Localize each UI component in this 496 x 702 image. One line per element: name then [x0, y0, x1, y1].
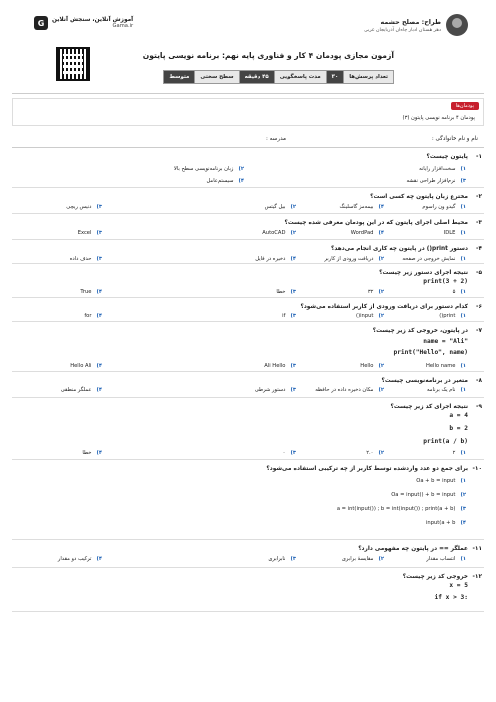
- answer-option[interactable]: [342, 556, 384, 562]
- question-number: ۶-: [476, 304, 482, 310]
- option-number: ۳): [290, 289, 296, 295]
- option-number: ۳): [290, 556, 296, 562]
- option-text: دستور شرطی: [254, 387, 286, 393]
- code-line: x = 5: [449, 582, 468, 589]
- answer-option[interactable]: [283, 450, 296, 456]
- option-text: زبان برنامه‌نویسی سطح بالا: [173, 166, 234, 172]
- option-text: نمایش خروجی در صفحه: [402, 256, 456, 262]
- answer-option[interactable]: [406, 178, 466, 184]
- option-number: ۳): [290, 363, 296, 369]
- answer-option[interactable]: [315, 387, 384, 393]
- answer-option[interactable]: [426, 520, 466, 526]
- option-number: ۴): [378, 230, 384, 236]
- option-number: ۳): [290, 313, 296, 319]
- exam-meta: [164, 70, 394, 84]
- answer-option[interactable]: [391, 492, 466, 498]
- school-field[interactable]: مدرسه :: [266, 136, 286, 142]
- answer-option[interactable]: [80, 289, 102, 295]
- question-number: ۸-: [476, 378, 482, 384]
- brand-domain: Gama.ir: [112, 23, 134, 29]
- answer-option[interactable]: [351, 230, 384, 236]
- option-number: ۴): [96, 289, 102, 295]
- option-number: ۳): [96, 256, 102, 262]
- option-text: ترکیب دو مقدار: [57, 556, 92, 562]
- answer-option[interactable]: [70, 256, 102, 262]
- answer-option[interactable]: [360, 363, 384, 369]
- question-text: برای جمع دو عدد واردشده توسط کاربر از چه ترکیبی استفاده می‌شود؟: [266, 466, 468, 472]
- meta-value-duration: ۴۵ دقیقه: [239, 70, 275, 84]
- answer-option[interactable]: [426, 556, 466, 562]
- exam-header: [12, 0, 484, 94]
- answer-option[interactable]: [268, 556, 296, 562]
- option-text: Ali Hello: [264, 363, 286, 369]
- answer-option[interactable]: [426, 363, 466, 369]
- option-number: ۱): [460, 289, 466, 295]
- question-number: ۷-: [476, 328, 482, 334]
- answer-option[interactable]: [439, 313, 466, 319]
- option-number: ۱): [460, 556, 466, 562]
- brand-slogan: آموزش آنلاین، سنجش آنلاین: [52, 17, 134, 23]
- unit-tag: پودمان‌ها: [451, 102, 479, 110]
- question-text: مخترع زبان پایتون چه کسی است؟: [370, 194, 468, 200]
- answer-option[interactable]: [66, 204, 102, 210]
- option-text: حذف داده: [69, 256, 92, 262]
- question-10: [12, 460, 484, 540]
- option-text: خطا: [276, 289, 286, 295]
- option-number: ۳): [460, 178, 466, 184]
- option-text: ذخیره در فایل: [255, 256, 286, 262]
- option-number: ۱): [460, 166, 466, 172]
- unit-box: [12, 98, 484, 126]
- option-text: AutoCAD: [262, 230, 286, 236]
- answer-option[interactable]: [207, 178, 245, 184]
- question-number: ۵-: [476, 270, 482, 276]
- answer-option[interactable]: [453, 289, 466, 295]
- option-text: Excel: [77, 230, 92, 236]
- option-text: دنیس ریچی: [66, 204, 92, 210]
- site-brand[interactable]: [34, 16, 133, 30]
- meta-value-difficulty: متوسط: [163, 70, 195, 84]
- option-text: دریافت ورودی از کاربر: [324, 256, 374, 262]
- option-text: عملگر منطقی: [60, 387, 92, 393]
- option-text: input(): [356, 313, 374, 319]
- answer-option[interactable]: [264, 363, 296, 369]
- brand-logo-icon: G: [34, 16, 48, 30]
- option-number: ۳): [460, 506, 466, 512]
- option-text: ۰: [282, 450, 286, 456]
- code-line: b = 2: [449, 425, 468, 432]
- question-11: [12, 540, 484, 568]
- option-text: Oa = input() + b = input: [391, 492, 456, 498]
- option-number: ۲): [460, 492, 466, 498]
- question-1: [12, 148, 484, 188]
- option-number: ۱): [460, 256, 466, 262]
- answer-option[interactable]: [422, 204, 466, 210]
- question-text: در پایتون، خروجی کد زیر چیست؟: [372, 328, 468, 334]
- question-number: ۲-: [476, 194, 482, 200]
- meta-label-duration: مدت پاسخگویی: [274, 70, 327, 84]
- option-text: گیدو ون راسوم: [422, 204, 456, 210]
- answer-option[interactable]: [427, 387, 466, 393]
- unit-text: پودمان ۴ برنامه نویسی پایتون (۳): [402, 115, 475, 121]
- option-text: سخت‌افزار رایانه: [419, 166, 456, 172]
- option-number: ۲): [378, 450, 384, 456]
- option-text: نام یک برنامه: [426, 387, 456, 393]
- answer-option[interactable]: [174, 166, 244, 172]
- option-text: (a = int(input()) ; b = int(input()) ; print(a + b: [336, 506, 456, 512]
- code-line: print("Hello", name): [393, 349, 468, 356]
- option-number: ۲): [378, 387, 384, 393]
- question-number: ۱۲-: [472, 574, 482, 580]
- option-number: ۱): [460, 230, 466, 236]
- option-text: مکان ذخیره داده در حافظه: [315, 387, 374, 393]
- answer-option[interactable]: [70, 363, 102, 369]
- option-number: ۴): [460, 520, 466, 526]
- answer-option[interactable]: [366, 450, 384, 456]
- question-number: ۳-: [476, 220, 482, 226]
- option-text: ۲.۰: [366, 450, 374, 456]
- question-number: ۱۰-: [472, 466, 482, 472]
- option-text: for: [84, 313, 92, 319]
- code-line: print(a / b): [423, 438, 468, 445]
- option-number: ۱): [460, 478, 466, 484]
- question-text: متغیر در برنامه‌نویسی چیست؟: [381, 378, 468, 384]
- question-number: ۹-: [476, 404, 482, 410]
- option-text: print(): [439, 313, 456, 319]
- code-line: a = 4: [449, 412, 468, 419]
- code-line: name = "Ali": [423, 338, 468, 345]
- student-name-field[interactable]: نام و نام خانوادگی :: [431, 136, 478, 142]
- author-block: [364, 14, 468, 36]
- answer-option[interactable]: [265, 204, 296, 210]
- meta-value-count: ۳۰: [326, 70, 345, 84]
- question-number: ۱۱-: [472, 546, 482, 552]
- question-12: [12, 568, 484, 612]
- option-text: بیمه‌مز گاسلینگ: [339, 204, 374, 210]
- option-number: ۲): [378, 363, 384, 369]
- question-text: نتیجه اجرای دستور زیر چیست؟: [379, 270, 468, 276]
- option-number: ۲): [378, 256, 384, 262]
- author-avatar: [446, 14, 468, 36]
- answer-option[interactable]: [282, 313, 296, 319]
- option-text: نرم‌افزار طراحی نقشه: [406, 178, 456, 184]
- option-number: ۳): [290, 450, 296, 456]
- option-text: ۳۲: [367, 289, 374, 295]
- answer-option[interactable]: [58, 556, 102, 562]
- option-number: ۴): [96, 387, 102, 393]
- option-text: if: [282, 313, 286, 319]
- option-number: ۴): [290, 256, 296, 262]
- answer-option[interactable]: [339, 204, 384, 210]
- question-text: عملگر == در پایتون چه مفهومی دارد؟: [358, 546, 468, 552]
- option-number: ۱): [460, 387, 466, 393]
- answer-option[interactable]: [356, 313, 384, 319]
- option-number: ۱): [460, 313, 466, 319]
- question-number: ۱-: [476, 154, 482, 160]
- answer-option[interactable]: [276, 289, 296, 295]
- answer-option[interactable]: [402, 256, 466, 262]
- option-number: ۱): [460, 450, 466, 456]
- option-number: ۴): [96, 313, 102, 319]
- option-number: ۳): [96, 230, 102, 236]
- question-5: [12, 264, 484, 298]
- option-number: ۱): [460, 363, 466, 369]
- option-number: ۱): [460, 204, 466, 210]
- answer-option[interactable]: [453, 450, 466, 456]
- meta-label-count: تعداد پرسش‌ها: [343, 70, 394, 84]
- option-text: سیستم‌عامل: [206, 178, 234, 184]
- option-number: ۴): [96, 363, 102, 369]
- code-line: if x > 3:: [434, 594, 468, 601]
- question-4: [12, 240, 484, 264]
- answer-option[interactable]: [78, 230, 102, 236]
- option-text: نابرابری: [268, 556, 286, 562]
- option-number: ۲): [378, 313, 384, 319]
- answer-option[interactable]: [262, 230, 296, 236]
- option-text: input(a + b: [425, 520, 456, 526]
- question-text: محیط اصلی اجرای پایتون که در این پودمان معرفی شده چیست؟: [284, 220, 468, 226]
- meta-label-difficulty: سطح سختی: [194, 70, 239, 84]
- answer-option[interactable]: [82, 450, 102, 456]
- question-text: خروجی کد زیر چیست؟: [402, 574, 468, 580]
- question-6: [12, 298, 484, 322]
- option-number: ۲): [290, 230, 296, 236]
- answer-option[interactable]: [419, 166, 466, 172]
- option-number: ۲): [378, 556, 384, 562]
- question-text: نتیجه اجرای کد زیر چیست؟: [390, 404, 468, 410]
- code-line: print(3 + 2): [423, 278, 468, 285]
- option-text: مقایسهٔ برابری: [341, 556, 374, 562]
- option-text: True: [80, 289, 92, 295]
- option-number: ۲): [378, 289, 384, 295]
- option-number: ۳): [290, 387, 296, 393]
- answer-option[interactable]: [444, 230, 466, 236]
- option-text: خطا: [82, 450, 92, 456]
- answer-option[interactable]: [255, 256, 296, 262]
- option-number: ۴): [238, 178, 244, 184]
- answer-option[interactable]: [84, 313, 102, 319]
- option-text: انتساب مقدار: [426, 556, 456, 562]
- option-number: ۲): [238, 166, 244, 172]
- question-7: [12, 322, 484, 372]
- option-number: ۴): [96, 450, 102, 456]
- question-text: پایتون چیست؟: [426, 154, 468, 160]
- exam-title: آزمون مجازی پودمان ۴ کار و فناوری پایه نهم: برنامه نویسی پایتون: [142, 51, 394, 60]
- student-info: [12, 126, 484, 148]
- option-text: Oa + b = input: [416, 478, 456, 484]
- option-text: ۵: [452, 289, 456, 295]
- answer-option[interactable]: [61, 387, 102, 393]
- qr-code-icon[interactable]: [56, 47, 90, 81]
- option-text: ۲: [452, 450, 456, 456]
- answer-option[interactable]: [337, 506, 466, 512]
- answer-option[interactable]: [416, 478, 466, 484]
- option-text: WordPad: [350, 230, 374, 236]
- author-name: طراح: مصلح حشمه: [380, 17, 441, 26]
- answer-option[interactable]: [368, 289, 384, 295]
- question-text: دستور print() در پایتون چه کاری انجام می‌دهد؟: [331, 246, 468, 252]
- option-text: IDLE: [443, 230, 456, 236]
- question-number: ۴-: [476, 246, 482, 252]
- option-number: ۳): [96, 204, 102, 210]
- option-number: ۴): [96, 556, 102, 562]
- answer-option[interactable]: [255, 387, 296, 393]
- question-3: [12, 214, 484, 240]
- option-text: بیل گیتس: [264, 204, 286, 210]
- answer-option[interactable]: [324, 256, 384, 262]
- question-9: [12, 398, 484, 460]
- question-8: [12, 372, 484, 398]
- author-location: دهر هستان ادبار چاه‌ان آذربایجان غربی: [363, 27, 441, 33]
- option-text: Hello Ali: [70, 363, 92, 369]
- option-text: Hello: [360, 363, 374, 369]
- question-2: [12, 188, 484, 214]
- option-number: ۴): [378, 204, 384, 210]
- question-text: کدام دستور برای دریافت ورودی از کاربر استفاده می‌شود؟: [300, 304, 468, 310]
- question-list: [12, 148, 484, 612]
- option-text: Hello name: [425, 363, 456, 369]
- option-number: ۲): [290, 204, 296, 210]
